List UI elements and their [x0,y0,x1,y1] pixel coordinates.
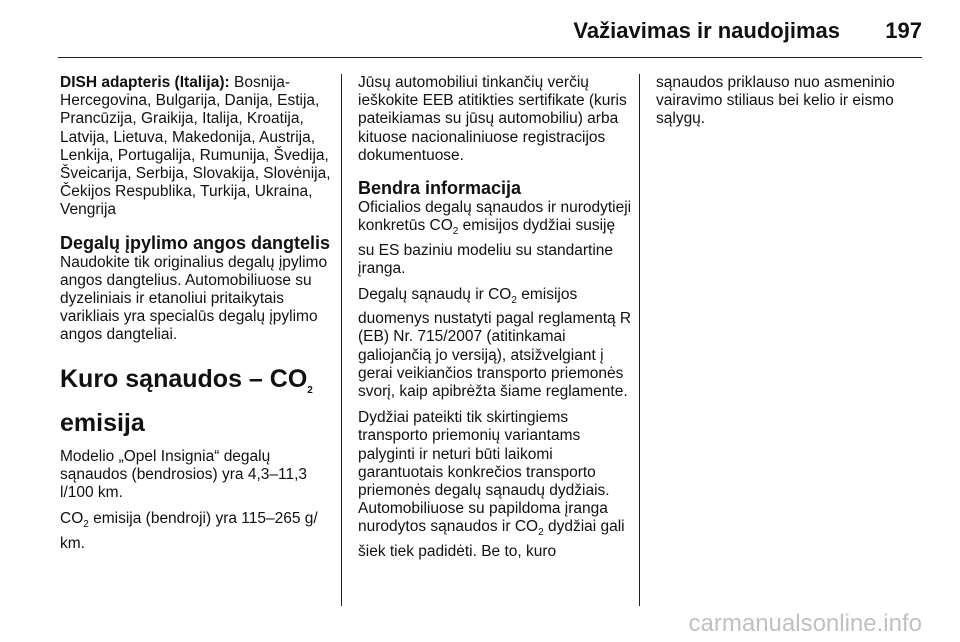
co2-b: emisija (bendroji) yra 115–265 g/ km. [60,510,318,552]
dish-text: Bosnija-Hercegovina, Bulgarija, Danija, Estija, Prancūzija, Graikija, Italija, Kroatija, Latvija, Lietuva, Makedonija, Austrija, Lenkija, Portugalija, Rumunija, Švedija, Šveicarija, Serbija, Slovakija, Slovėnija, Čekijos Respublika, Turkija, Ukraina, Vengrija [60,74,331,219]
general-p1-b: emisijos dydžiai susiję su ES baziniu modeliu su standartine įranga. [358,217,616,277]
column-divider-2 [639,74,640,606]
column-2 [358,74,634,569]
co2-emission-text [60,510,336,553]
section-title-part-a: Kuro sąnaudos – CO [60,364,308,393]
column-divider-1 [341,74,342,606]
dish-paragraph [60,74,336,220]
general-p2 [358,286,634,401]
co2-sub: 2 [83,519,89,531]
certificate-text: Jūsų automobiliui tinkančių verčių ieškokite EEB atitikties sertifikate (kuris pateikiamas su jūsų automobiliu) arba kituose nacionaliniuose registracijos dokumentuose. [358,74,627,164]
fuel-cap-text: Naudokite tik originalius degalų įpylimo angos dangtelius. Automobiliuose su dyzeliniais ir etanoliui pritaikytais varikliais yra specialūs degalų įpylimo angos dangteliai. [60,253,328,344]
general-p3-sub: 2 [538,527,544,539]
column-1 [60,74,336,561]
page-number: 197 [885,18,922,43]
column-3 [656,74,924,137]
general-p3-a: Dydžiai pateikti tik skirtingiems transporto priemonių variantams palyginti ir neturi būti laikomi garantuotais konkrečios transporto priemonės degalų sąnaudų dydžiais. Automobiliuose su papildoma įranga nurodytos sąnaudos ir CO [358,409,610,536]
general-p3 [358,409,634,561]
model-consumption-text: Modelio „Opel Insignia“ degalų sąnaudos (bendrosios) yra 4,3–11,3 l/100 km. [60,447,308,502]
page-header [0,0,960,58]
dish-label: DISH adapteris (Italija): [60,74,230,91]
header-divider [58,57,922,58]
general-p2-sub: 2 [511,295,517,307]
section-title-part-b: emisija [60,408,145,437]
general-p3-b: dydžiai gali šiek tiek padidėti. Be to, kuro [358,518,625,560]
co2-a: CO [60,510,84,528]
fuel-cap-heading: Degalų įpylimo angos dangtelis [60,232,331,253]
general-p2-a: Degalų sąnaudų ir CO [358,285,512,303]
general-info-heading: Bendra informacija [358,178,522,199]
general-p1 [358,199,634,278]
watermark: carmanualsonline.info [688,610,922,637]
page-title: Važiavimas ir naudojimas [573,18,840,43]
general-p1-sub: 2 [452,226,459,238]
section-title [60,363,336,440]
general-p2-b: emisijos duomenys nustatyti pagal reglamentą R (EB) Nr. 715/2007 (atitinkamai galiojančią jo versiją), atsižvelgiant į gerai veikiančios transporto priemonės svorį, kaip apibrėžta šiame reglamente. [358,285,632,401]
general-p1-a: Oficialios degalų sąnaudos ir nurodytieji konkretūs CO [358,199,632,235]
driving-style-text: sąnaudos priklauso nuo asmeninio vairavimo stiliaus bei kelio ir eismo sąlygų. [656,74,895,128]
section-title-subscript: 2 [307,384,313,396]
